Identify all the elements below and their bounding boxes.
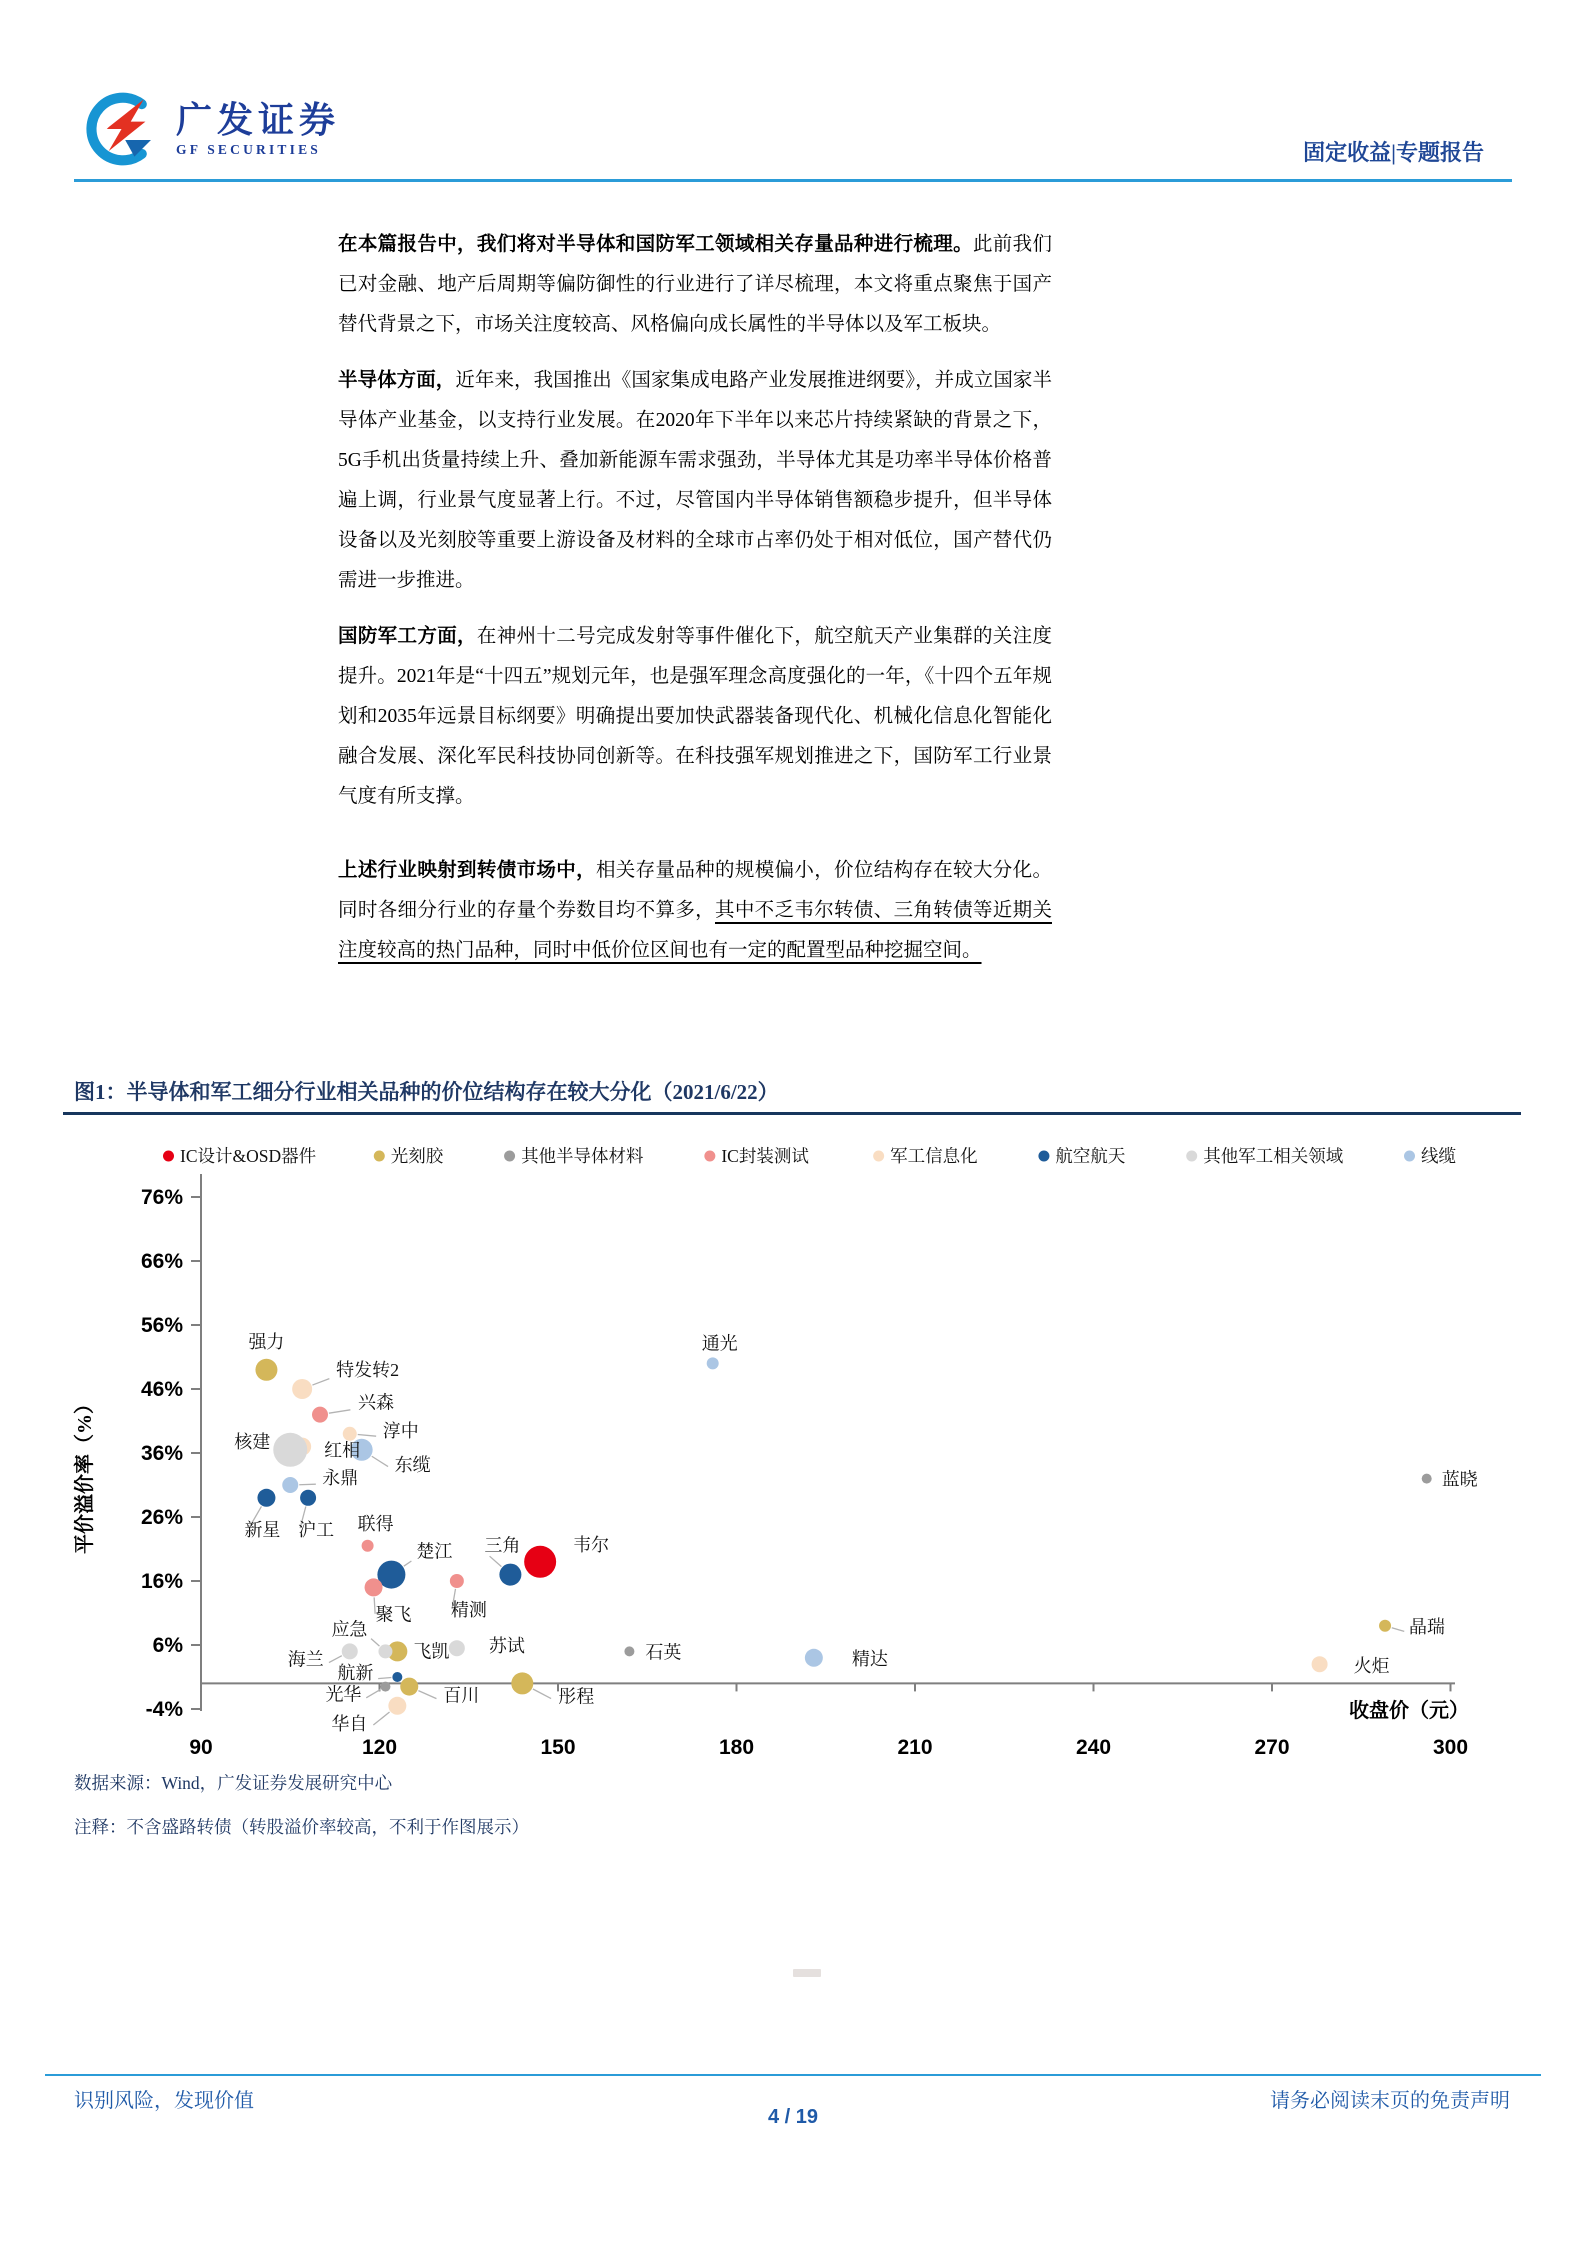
footer-disclaimer: 请务必阅读末页的免责声明	[1270, 2090, 1510, 2112]
bubble	[362, 1540, 374, 1552]
bubble	[707, 1357, 719, 1369]
point-label: 晶瑞	[1409, 1616, 1446, 1637]
text-segment: 相关存量品种的规模偏小，价位结构存在较大分化。同时各细分行业的存量个券数目均不算多，	[338, 860, 1052, 921]
leader-line	[329, 1656, 342, 1663]
bubble	[380, 1682, 390, 1692]
paragraph	[338, 851, 1052, 971]
point-label: 聚飞	[375, 1604, 412, 1625]
point-label: 楚江	[416, 1541, 453, 1562]
y-tick-label: 36%	[140, 1442, 183, 1465]
page-number: 4 / 19	[767, 2106, 819, 2128]
point-label: 蓝晓	[1441, 1469, 1478, 1490]
point-label: 联得	[357, 1513, 394, 1534]
legend-swatch	[704, 1151, 715, 1162]
x-axis-title: 收盘价（元）	[1349, 1700, 1469, 1722]
bubble	[255, 1359, 277, 1381]
y-tick-label: 26%	[140, 1506, 183, 1529]
x-tick-label: 150	[540, 1736, 576, 1759]
x-tick-label: 270	[1254, 1736, 1290, 1759]
x-tick-label: 120	[361, 1736, 398, 1759]
point-label: 精达	[851, 1648, 888, 1669]
legend-swatch	[873, 1151, 884, 1162]
leader-line	[312, 1379, 329, 1385]
y-tick-label: 76%	[140, 1186, 183, 1209]
leader-line	[533, 1689, 551, 1699]
figure-title-divider	[63, 1112, 1521, 1115]
point-label: 光华	[325, 1684, 362, 1705]
bubble	[292, 1379, 312, 1399]
bubble	[400, 1678, 418, 1696]
report-category-label: 固定收益|专题报告	[1303, 140, 1484, 165]
bubble	[449, 1640, 465, 1656]
bubble	[499, 1564, 521, 1586]
leader-line	[329, 1410, 351, 1413]
legend-label: 航空航天	[1055, 1146, 1126, 1166]
bubble	[805, 1649, 823, 1667]
footer-divider	[45, 2074, 1541, 2076]
footer-slogan: 识别风险，发现价值	[74, 2090, 254, 2112]
figure-source: 数据来源：Wind，广发证券发展研究中心	[74, 1773, 393, 1793]
text-segment: 近年来，我国推出《国家集成电路产业发展推进纲要》，并成立国家半导体产业基金，以支持行业发展。在2020年下半年以来芯片持续紧缺的背景之下，5G手机出货量持续上升、叠加新能源车需求强劲，半导体尤其是功率半导体价格普遍上调，行业景气度显著上行。不过，尽管国内半导体销售额稳步提升，但半导体设备以及光刻胶等重要上游设备及材料的全球市占率仍处于相对低位，国产替代仍需进一步推进。	[338, 370, 1052, 591]
y-tick-label: -4%	[145, 1698, 183, 1721]
point-label: 兴森	[358, 1392, 394, 1413]
gf-logo-icon	[70, 92, 162, 166]
point-label: 海兰	[287, 1649, 324, 1670]
faint-artifact	[793, 1969, 821, 1977]
leader-line	[490, 1556, 502, 1566]
point-label: 石英	[645, 1642, 682, 1663]
bubble	[1312, 1656, 1328, 1672]
point-label: 百川	[443, 1685, 480, 1706]
legend-swatch	[1186, 1151, 1197, 1162]
bubble	[388, 1697, 406, 1715]
point-label: 永鼎	[322, 1468, 359, 1488]
bubble	[450, 1574, 464, 1588]
y-tick-label: 56%	[140, 1314, 183, 1337]
y-tick-label: 6%	[152, 1634, 183, 1657]
bubble	[342, 1643, 358, 1659]
point-label: 东缆	[394, 1454, 431, 1475]
leader-line	[404, 1561, 412, 1566]
brand-name-en: GF SECURITIES	[176, 141, 322, 157]
figure-chart	[63, 1118, 1523, 1773]
legend-swatch	[163, 1151, 174, 1162]
leader-line	[373, 1712, 389, 1725]
bubble	[392, 1672, 402, 1682]
bubble	[273, 1433, 307, 1467]
y-tick-label: 46%	[140, 1378, 183, 1401]
paragraph	[338, 225, 1052, 345]
text-segment: 其中不乏韦尔转债、三角转债等近期关注度较高的热门品种，同时中低价位区间也有一定的配置型品种挖掘空间。	[338, 900, 1052, 961]
point-label: 华自	[331, 1713, 368, 1734]
bubble	[365, 1578, 383, 1596]
bubble	[1379, 1620, 1391, 1632]
legend-label: 光刻胶	[390, 1146, 444, 1166]
point-label: 通光	[701, 1333, 738, 1354]
text-segment: 上述行业映射到转债市场中，	[338, 860, 596, 881]
figure-title: 图1：半导体和军工细分行业相关品种的价位结构存在较大分化（2021/6/22）	[74, 1080, 779, 1104]
point-label: 火炬	[1353, 1656, 1390, 1677]
x-tick-label: 300	[1432, 1736, 1469, 1759]
bubble	[624, 1646, 634, 1656]
chart-legend	[163, 1146, 1456, 1166]
point-label: 强力	[248, 1331, 285, 1352]
bubble	[1422, 1474, 1432, 1484]
legend-swatch	[1038, 1151, 1049, 1162]
point-label: 韦尔	[573, 1534, 610, 1555]
point-label: 苏试	[488, 1636, 525, 1657]
leader-line	[299, 1484, 316, 1485]
leader-line	[1392, 1628, 1404, 1632]
text-segment: 在神州十二号完成发射等事件催化下，航空航天产业集群的关注度提升。2021年是“十四五”规划元年，也是强军理念高度强化的一年，《十四个五年规划和2035年远景目标纲要》明确提出要加快武器装备现代化、机械化信息化智能化融合发展、深化军民科技协同创新等。在科技强军规划推进之下，国防军工行业景气度有所支撑。	[338, 626, 1052, 807]
leader-line	[378, 1677, 391, 1678]
x-tick-label: 180	[718, 1736, 755, 1759]
bubble	[524, 1546, 556, 1578]
bubble	[378, 1644, 392, 1658]
point-label: 精测	[450, 1600, 487, 1620]
text-segment: 国防军工方面，	[338, 626, 477, 647]
legend-swatch	[1404, 1151, 1415, 1162]
scatter-chart	[63, 1118, 1523, 1773]
point-label: 沪工	[298, 1519, 335, 1540]
point-label: 特发转2	[336, 1360, 400, 1380]
legend-label: IC设计&OSD器件	[180, 1146, 317, 1166]
legend-label: IC封装测试	[721, 1146, 809, 1166]
bubble	[511, 1672, 533, 1694]
leader-line	[418, 1691, 436, 1699]
brand-text	[176, 101, 340, 158]
leader-line	[358, 1435, 376, 1437]
point-label: 航新	[337, 1663, 374, 1683]
legend-label: 其他军工相关领域	[1203, 1146, 1344, 1166]
legend-label: 线缆	[1421, 1146, 1456, 1166]
figure-note: 注释：不含盛路转债（转股溢价率较高，不利于作图展示）	[74, 1817, 529, 1837]
x-tick-label: 210	[897, 1736, 933, 1759]
body-text	[338, 225, 1052, 987]
text-segment: 在本篇报告中，我们将对半导体和国防军工领域相关存量品种进行梳理。	[338, 234, 973, 255]
brand-name-cn: 广发证券	[176, 99, 341, 140]
point-label: 三角	[484, 1535, 521, 1556]
point-label: 红相	[324, 1440, 361, 1461]
legend-label: 其他半导体材料	[521, 1146, 644, 1166]
legend-label: 军工信息化	[890, 1146, 978, 1166]
legend-swatch	[504, 1151, 515, 1162]
bubble	[257, 1489, 275, 1507]
x-tick-label: 90	[189, 1736, 213, 1759]
paragraph	[338, 617, 1052, 817]
point-label: 淳中	[382, 1420, 419, 1441]
y-axis-title: 平价溢价率（%）	[74, 1394, 96, 1554]
leader-line	[372, 1456, 388, 1466]
text-segment: 半导体方面，	[338, 370, 456, 391]
bubble	[312, 1407, 328, 1423]
point-label: 新星	[244, 1519, 281, 1540]
point-label: 应急	[331, 1619, 368, 1640]
point-label: 飞凯	[413, 1641, 450, 1662]
header-divider	[74, 179, 1512, 182]
point-label: 彤程	[558, 1686, 595, 1707]
bubble	[300, 1490, 316, 1506]
point-labels	[234, 1332, 1477, 1734]
leader-line	[371, 1639, 379, 1646]
axes	[72, 1174, 1469, 1759]
legend-swatch	[374, 1151, 385, 1162]
brand-logo	[70, 92, 340, 166]
text-segment: 此前我们已对金融、地产后周期等偏防御性的行业进行了详尽梳理，本文将重点聚焦于国产替代背景之下，市场关注度较高、风格偏向成长属性的半导体以及军工板块。	[338, 234, 1052, 335]
paragraph	[338, 361, 1052, 601]
x-tick-label: 240	[1075, 1736, 1112, 1759]
bubble	[282, 1477, 298, 1493]
y-tick-label: 66%	[140, 1250, 183, 1273]
bubble	[343, 1427, 357, 1441]
point-label: 核建	[234, 1431, 271, 1452]
y-tick-label: 16%	[140, 1570, 183, 1593]
leader-line	[366, 1690, 380, 1698]
